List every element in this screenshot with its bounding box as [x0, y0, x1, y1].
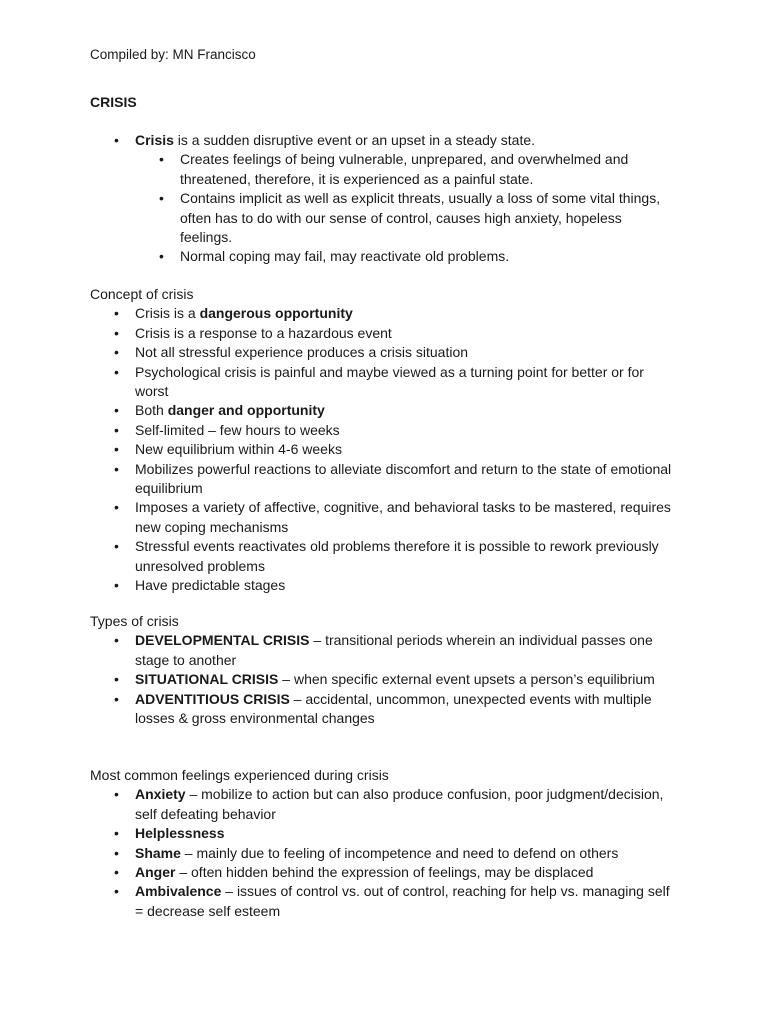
list-item — [90, 343, 675, 362]
list-item — [90, 844, 675, 863]
item-bold-text: Shame — [135, 844, 181, 861]
list-item — [90, 824, 675, 843]
list-item — [90, 690, 675, 729]
feelings-section — [90, 766, 690, 921]
list-item — [90, 576, 675, 595]
item-bold-text: dangerous opportunity — [199, 305, 353, 322]
sub-item-text: Contains implicit as well as explicit threats, usually a loss of some vital things, often has to do with our sense of control, causes high anxiety, hopeless feelings. — [180, 190, 661, 246]
item-bold-text: ADVENTITIOUS CRISIS — [135, 690, 290, 707]
bullet-icon: • — [159, 151, 164, 168]
bullet-icon: • — [114, 421, 119, 438]
bullet-icon: • — [114, 577, 119, 594]
item-text: Crisis is a response to a hazardous event — [135, 324, 392, 341]
item-bold-text: danger and opportunity — [167, 402, 325, 419]
bullet-icon: • — [114, 441, 119, 458]
bullet-icon: • — [114, 883, 119, 900]
item-bold-text: Ambivalence — [135, 883, 222, 900]
bullet-icon: • — [114, 363, 119, 380]
bullet-icon: • — [114, 460, 119, 477]
item-text: Self-limited – few hours to weeks — [135, 421, 340, 438]
list-item — [90, 363, 675, 402]
list-item — [90, 131, 675, 267]
list-item — [90, 460, 675, 499]
sub-list-item — [90, 189, 675, 247]
list-item — [90, 401, 675, 420]
list-item — [90, 537, 675, 576]
bullet-icon: • — [114, 690, 119, 707]
bullet-icon: • — [114, 825, 119, 842]
list-item — [90, 324, 675, 343]
bullet-icon: • — [114, 402, 119, 419]
item-text: – mainly due to feeling of incompetence and need to defend on others — [180, 844, 619, 861]
list-item — [90, 785, 675, 824]
list-item — [90, 440, 675, 459]
item-text: – issues of control vs. out of control, reaching for help vs. managing self = decrease self esteem — [135, 883, 670, 919]
item-bold-text: Anger — [135, 864, 176, 881]
item-text: Stressful events reactivates old problems therefore it is possible to rework previously unresolved problems — [135, 538, 659, 574]
list-item — [90, 863, 675, 882]
bullet-icon: • — [114, 671, 119, 688]
concept-section — [90, 285, 690, 595]
bullet-icon: • — [114, 844, 119, 861]
bullet-icon: • — [114, 344, 119, 361]
item-text: – transitional periods wherein an individual passes one stage to another — [135, 632, 653, 668]
section-heading: Concept of crisis — [90, 286, 194, 302]
document-title: CRISIS — [90, 94, 137, 110]
types-section — [90, 612, 690, 728]
crisis-definition-section — [90, 131, 690, 267]
bullet-icon: • — [114, 632, 119, 649]
section-heading: Types of crisis — [90, 613, 179, 629]
item-bold-text: Anxiety — [135, 786, 186, 803]
item-bold-text: DEVELOPMENTAL CRISIS — [135, 632, 310, 649]
list-item — [90, 498, 675, 537]
sub-item-text: Creates feelings of being vulnerable, unprepared, and overwhelmed and threatened, therefore, it is experienced as a painful state. — [180, 151, 629, 187]
bullet-icon: • — [114, 324, 119, 341]
definition-text: is a sudden disruptive event or an upset in a steady state. — [173, 132, 536, 148]
item-text: New equilibrium within 4-6 weeks — [135, 441, 342, 458]
sub-list-item — [90, 247, 675, 266]
item-bold-text: SITUATIONAL CRISIS — [135, 671, 279, 688]
list-item — [90, 304, 675, 323]
item-text: Not all stressful experience produces a crisis situation — [135, 344, 469, 361]
list-item — [90, 421, 675, 440]
item-text: Mobilizes powerful reactions to alleviate discomfort and return to the state of emotional equilibrium — [135, 460, 672, 497]
item-text: – often hidden behind the expression of feelings, may be displaced — [175, 864, 594, 881]
item-text: Imposes a variety of affective, cognitive, and behavioral tasks to be mastered, requires new coping mechanisms — [135, 499, 671, 535]
term-bold: Crisis — [135, 132, 174, 148]
item-text: Both — [135, 402, 168, 419]
list-item — [90, 631, 675, 670]
bullet-icon: • — [159, 190, 164, 207]
list-item — [90, 670, 675, 689]
section-heading: Most common feelings experienced during crisis — [90, 767, 389, 783]
bullet-icon: • — [114, 132, 119, 148]
compiled-by-line: Compiled by: MN Francisco — [90, 47, 256, 62]
bullet-icon: • — [114, 538, 119, 555]
bullet-icon: • — [114, 864, 119, 881]
bullet-icon: • — [159, 248, 164, 265]
sub-item-text: Normal coping may fail, may reactivate old problems. — [180, 248, 510, 265]
bullet-icon: • — [114, 786, 119, 803]
list-item — [90, 882, 675, 921]
item-text: – mobilize to action but can also produce confusion, poor judgment/decision, self defeating behavior — [135, 786, 664, 822]
item-text: – when specific external event upsets a person’s equilibrium — [278, 671, 655, 688]
item-bold-text: Helplessness — [135, 825, 225, 842]
sub-list-item — [90, 150, 675, 189]
bullet-icon: • — [114, 305, 119, 322]
item-text: Have predictable stages — [135, 577, 286, 594]
item-text: – accidental, uncommon, unexpected events with multiple losses & gross environmental changes — [135, 690, 652, 727]
item-text: Psychological crisis is painful and maybe viewed as a turning point for better or for worst — [135, 363, 644, 400]
item-text: Crisis is a — [135, 305, 200, 322]
bullet-icon: • — [114, 499, 119, 516]
